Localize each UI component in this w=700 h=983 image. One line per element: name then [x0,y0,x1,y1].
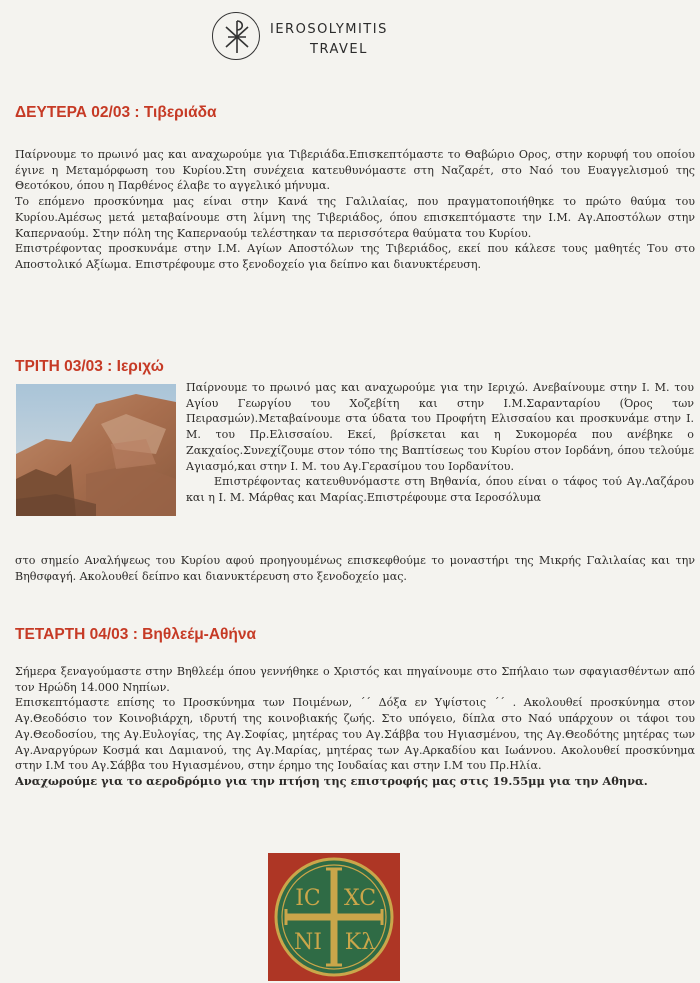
day-description-tuesday-part1 [186,380,694,506]
day-title-wednesday: ΤΕΤΑΡΤΗ 04/03 : Βηθλεέμ-Αθήνα [15,626,257,643]
monastery-cliff-photo [16,384,176,516]
paragraph: Παίρνουμε το πρωινό μας και αναχωρούμε για Τιβεριάδα.Επισκεπτόμαστε το Θαβώριο Ορος, στην κορυφή του οποίου έγινε η Μεταμόρφωση του Κυρίου.Στη συνέχεια κατευθυνόμαστε στη Ναζαρέτ, στο Ναό του Ευαγγελισμού της Θεοτόκου, όπου η Παρθένος έλαβε το αγγελικό μήνυμα. [15,148,695,193]
day-title-tuesday: ΤΡΙΤΗ 03/03 : Ιεριχώ [15,358,164,375]
icon-letters-ic: IC [295,886,321,911]
day-description-monday [15,147,695,273]
day-title-monday: ΔΕΥΤΕΡΑ 02/03 : Τιβεριάδα [15,104,217,121]
brand-subtitle: TRAVEL [310,42,368,57]
day-description-tuesday-part2 [15,553,695,584]
paragraph: Σήμερα ξεναγούμαστε στην Βηθλεέμ όπου γεννήθηκε ο Χριστός και πηγαίνουμε στο Σπήλαιο των σφαγιασθέντων από τον Ηρώδη 14.000 Νηπίων. [15,665,695,694]
paragraph: Επισκεπτόμαστε επίσης το Προσκύνημα των Ποιμένων, ΄΄ Δόξα εν Υψίστοις ΄΄ . Ακολουθεί προσκύνημα στον Αγ.Θεοδόσιο τον Κοινοβιάρχη, ιδρυτή της κοινοβιακής ζωής. Στο υπόγειο, δίπλα στο Ναό υπάρχουν οι τάφοι του Αγ.Θεοδοσίου, της Αγ.Ευλογίας, της Αγ.Σοφίας, μητέρας του Αγ.Σάββα του Ηγιασμένου, της Αγ.Θεοδότης μητέρας των Αγ.Αναργύρων Κοσμά και Δαμιανού, της Αγ.Μαρίας, μητέρας των Αγ.Αρκαδίου και Ιωάννου. Ακολουθεί προσκύνημα στην Ι.Μ του Αγ.Σάββα του Ηγιασμένου, στην έρημο της Ιουδαίας και στην Ι.Μ του Πρ.Ηλία. [15,696,695,773]
paragraph: στο σημείο Αναλήψεως του Κυρίου αφού προηγουμένως επισκεφθούμε το μοναστήρι της Μικρής Γαλιλαίας και την Βηθσφαγή. Ακολουθεί δείπνο και διανυκτέρευση στο ξενοδοχείο μας. [15,554,695,583]
paragraph: Επιστρέφοντας προσκυνάμε στην Ι.Μ. Αγίων Αποστόλων της Τιβεριάδος, εκεί που κάλεσε τους μαθητές Του στο Αποστολικό Αξίωμα. Επιστρέφουμε στο ξενοδοχείο για δείπνο και διανυκτέρευση. [15,242,695,271]
chi-rho-logo-icon [212,12,260,60]
paragraph: Επιστρέφοντας κατευθυνόμαστε στη Βηθανία, όπου είναι ο τάφος τού Αγ.Λαζάρου και η Ι. Μ. Μάρθας και Μαρίας.Επιστρέφουμε στα Ιεροσόλυμα [186,475,694,504]
icon-letters-ni: NI [294,930,322,955]
paragraph: Το επόμενο προσκύνημα μας είναι στην Κανά της Γαλιλαίας, που πραγματοποιήθηκε το πρώτο θαύμα του Κυρίου.Αμέσως μετά μεταβαίνουμε στη λίμνη της Τιβεριάδος, όπου επισκεπτόμαστε την Ι.Μ. Αγ.Αποστόλων στην Καπερναούμ. Στην πόλη της Καπερναούμ τελέστηκαν τα περισσότερα θαύματα του Κυρίου. [15,195,695,240]
paragraph: Παίρνουμε το πρωινό μας και αναχωρούμε για την Ιεριχώ. Ανεβαίνουμε στην Ι. Μ. του Αγίου Γεωργίου του Χοζεβίτη και στην Ι.Μ.Σαρανταρίου (Όρος των Πειρασμών).Μεταβαίνουμε στα ύδατα του Προφήτη Ελισσαίου και προσκυνάμε στην Ι. Μ. του Πρ.Ελισσαίου. Εκεί, βρίσκεται και η Συκομορέα που ανέβηκε ο Ζακχαίος.Συνεχίζουμε στον τόπο της Βαπτίσεως του Κυρίου στον Ιορδάνη, όπου τελούμε Αγιασμό,και στην Ι. Μ. του Αγ.Γερασίμου του Ιορδανίτου. [186,381,694,473]
departure-note: Αναχωρούμε για το αεροδρόμιο για την πτήση της επιστροφής μας στις 19.55μμ για την Αθηνα. [15,773,648,788]
icon-letters-xc: XC [343,886,377,911]
day-description-wednesday [15,664,695,790]
header [212,12,442,68]
ic-xc-nika-icon [268,853,400,981]
icon-letters-ka: Kλ [344,930,376,955]
brand-name: IEROSOLYMITIS [270,22,388,37]
